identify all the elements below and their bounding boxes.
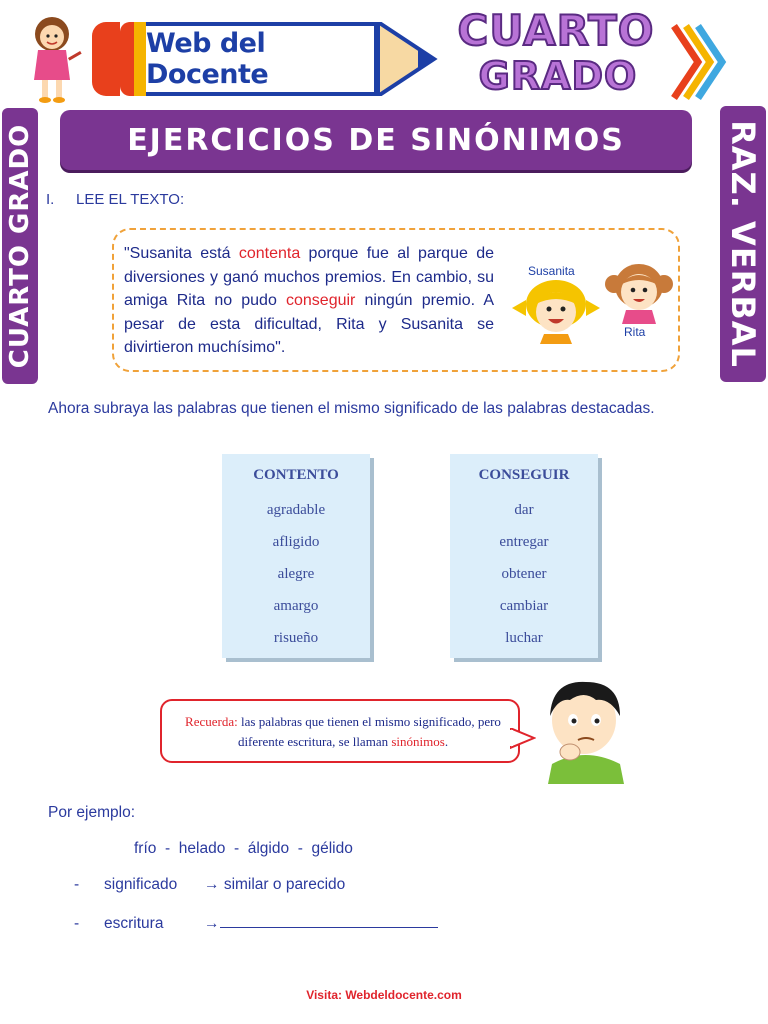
card-option[interactable]: entregar (499, 534, 549, 550)
word-card-contento (222, 454, 370, 658)
instruction-text: Ahora subraya las palabras que tienen el mismo significado de las palabras destacadas. (48, 400, 655, 417)
pencil-band-yellow (134, 22, 146, 96)
pencil-band (120, 22, 134, 96)
remember-text: Recuerda: las palabras que tienen el mismo significado, pero diferente escritura, se llaman sinónimos. (185, 714, 501, 749)
pencil-eraser (92, 22, 120, 96)
example-term: escritura (104, 915, 164, 932)
label-susanita: Susanita (528, 264, 575, 278)
grade-word-line1: CUARTO (457, 6, 655, 55)
teacher-illustration (22, 14, 84, 106)
arrow-icon: → (204, 915, 220, 932)
footer-link[interactable]: Visita: Webdeldocente.com (306, 988, 462, 1002)
thinking-boy-illustration (540, 676, 630, 784)
rita-illustration (604, 262, 674, 324)
card-option[interactable]: alegre (277, 566, 315, 582)
highlight-word-conseguir: conseguir (286, 292, 356, 309)
brand-logo-text: Web del Docente (146, 28, 269, 90)
remember-keyword: sinónimos (391, 734, 445, 749)
side-label-grade: CUARTO GRADO (2, 108, 38, 384)
chevron-arrows-icon (668, 22, 728, 102)
pencil-tip-icon (378, 22, 438, 96)
card-heading: CONTENTO (253, 467, 339, 483)
card-option[interactable]: dar (514, 502, 534, 518)
example-synonyms: frío - helado - álgido - gélido (134, 840, 353, 857)
example-term: significado (104, 876, 178, 893)
label-rita: Rita (624, 325, 646, 339)
card-option[interactable]: risueño (273, 630, 319, 646)
reading-text: "Susanita está contenta porque fue al parque de diversiones y ganó muchos premios. En cambio, su amiga Rita no pudo conseguir ningún premio. A pesar de esta dificultad, Rita y Susanita se divirtieron muchísimo". (124, 245, 495, 356)
section-label: LEE EL TEXTO: (76, 191, 185, 208)
card-option[interactable]: luchar (505, 630, 543, 646)
card-option[interactable]: obtener (501, 566, 547, 582)
example-label: Por ejemplo: (48, 804, 136, 821)
card-option[interactable]: afligido (272, 534, 320, 550)
card-option[interactable]: agradable (266, 502, 326, 518)
section-number: I. (46, 191, 55, 208)
answer-blank-line[interactable] (220, 911, 438, 928)
example-definition: similar o parecido (223, 876, 346, 893)
section-heading (46, 191, 184, 208)
page-title: EJERCICIOS DE SINÓNIMOS (127, 122, 625, 158)
arrow-icon: → (204, 876, 220, 893)
card-option[interactable]: cambiar (499, 598, 549, 614)
card-heading: CONSEGUIR (478, 467, 570, 483)
susanita-illustration (510, 278, 602, 344)
side-label-subject: RAZ. VERBAL (720, 106, 766, 382)
example-row-writing: - escritura → (74, 911, 438, 933)
title-banner (60, 110, 692, 170)
card-option[interactable]: amargo (273, 598, 319, 614)
remember-label: Recuerda: (185, 714, 238, 729)
highlight-word-contenta: contenta (238, 245, 301, 262)
word-card-conseguir (450, 454, 598, 658)
grade-word-line2: GRADO (478, 54, 638, 98)
example-row-meaning: - significado → similar o parecido (74, 876, 346, 893)
